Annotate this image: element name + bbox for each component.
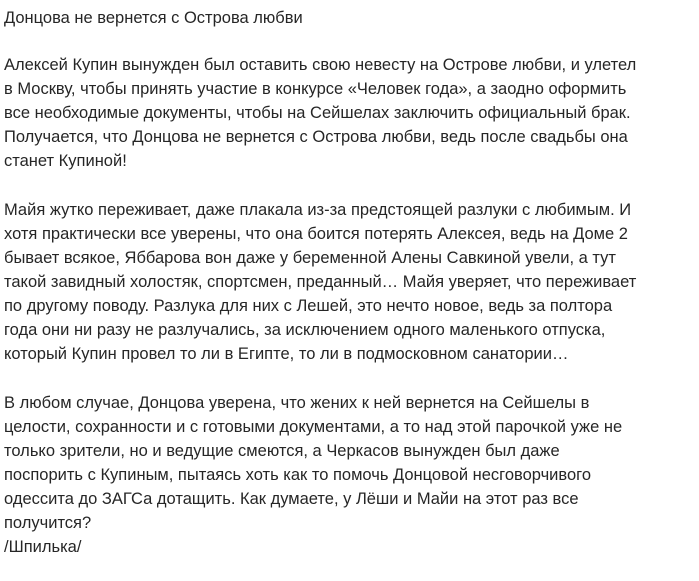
paragraph-line: Алексей Купин вынужден был оставить свою невесту на Острове любви, и улетел [4,56,637,74]
article [4,0,696,559]
paragraph-line: получится? [4,514,92,532]
article-title: Донцова не вернется с Острова любви [4,9,303,27]
paragraph-line: только зрители, но и ведущие смеются, а Черкасов вынужден был даже [4,442,560,460]
article-paragraph [4,53,696,173]
paragraph-line: все необходимые документы, чтобы на Сейшелах заключить официальный брак. [4,104,631,122]
paragraph-line: в Москву, чтобы принять участие в конкурсе «Человек года», а заодно оформить [4,80,627,98]
paragraph-line: Майя жутко переживает, даже плакала из-за предстоящей разлуки с любимым. И [4,201,632,219]
paragraph-line: поспорить с Купиным, пытаясь хоть как то помочь Донцовой несговорчивого [4,466,591,484]
paragraph-line: хотя практически все уверены, что она боится потерять Алексея, ведь на Доме 2 [4,225,628,243]
paragraph-line: В любом случае, Донцова уверена, что жених к ней вернется на Сейшелы в [4,394,590,412]
paragraph-line: года они ни разу не разлучались, за исключением одного маленького отпуска, [4,321,606,339]
paragraph-line: Получается, что Донцова не вернется с Острова любви, ведь после свадьбы она [4,128,628,146]
paragraph-line: целости, сохранности и с готовыми документами, а то над этой парочкой уже не [4,418,623,436]
paragraph-line: который Купин провел то ли в Египте, то ли в подмосковном санатории… [4,345,569,363]
paragraph-line: такой завидный холостяк, спортсмен, преданный… Майя уверяет, что переживает [4,273,637,291]
article-paragraph [4,391,696,535]
article-paragraph [4,198,696,366]
paragraph-line: по другому поводу. Разлука для них с Лешей, это нечто новое, ведь за полтора [4,297,613,315]
paragraph-line: станет Купиной! [4,152,127,170]
article-signature: /Шпилька/ [4,538,82,556]
paragraph-line: бывает всякое, Яббарова вон даже у беременной Алены Савкиной увели, а тут [4,249,616,267]
paragraph-line: одессита до ЗАГСа дотащить. Как думаете, у Лёши и Майи на этот раз все [4,490,579,508]
